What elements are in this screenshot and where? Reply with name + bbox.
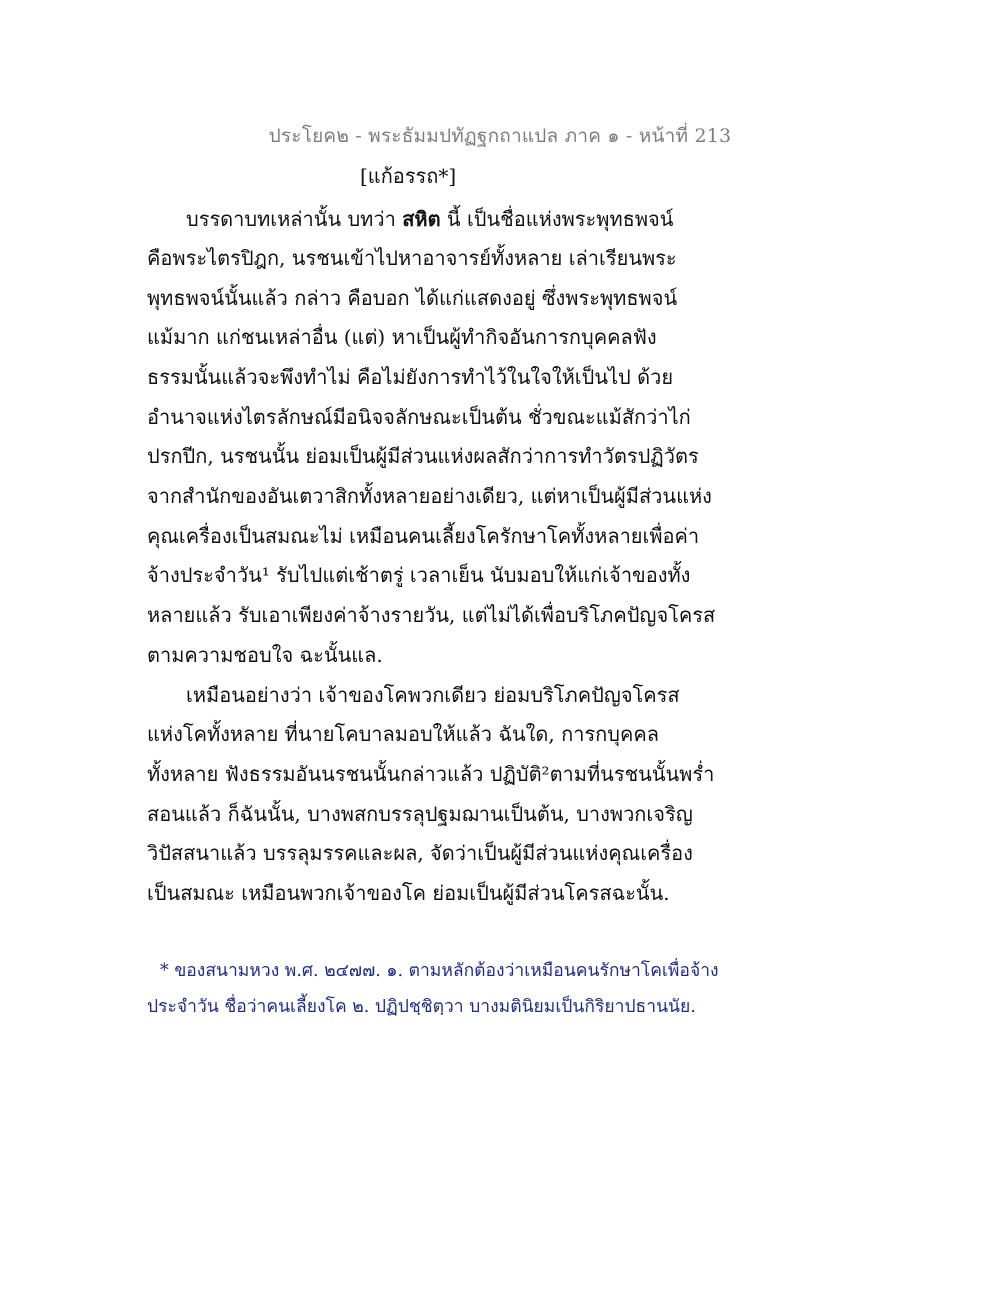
paragraph-1-line-12: ตามความชอบใจ ฉะนั้นแล. — [147, 643, 383, 667]
paragraph-1-line-9: คุณเครื่องเป็นสมณะไม่ เหมือนคนเลี้ยงโครักษาโคทั้งหลายเพื่อค่า — [147, 524, 700, 548]
paragraph-1-line-6: อำนาจแห่งไตรลักษณ์มีอนิจจลักษณะเป็นต้น ชั่วขณะแม้สักว่าไก่ — [147, 405, 691, 429]
paragraph-1-line-3: พุทธพจน์นั้นแล้ว กล่าว คือบอก ได้แก่แสดงอยู่ ซึ่งพระพุทธพจน์ — [147, 286, 678, 310]
paragraph-1-line-1-pre: บรรดาบทเหล่านั้น บทว่า — [186, 207, 403, 231]
page-header — [0, 121, 1000, 151]
paragraph-1-line-8: จากสำนักของอันเตวาสิกทั้งหลายอย่างเดียว, แต่หาเป็นผู้มีส่วนแห่ง — [147, 484, 712, 508]
paragraph-1-line-10: จ้างประจำวัน¹ รับไปแต่เช้าตรู่ เวลาเย็น นับมอบให้แก่เจ้าของทั้ง — [147, 563, 691, 587]
paragraph-2-line-6: เป็นสมณะ เหมือนพวกเจ้าของโค ย่อมเป็นผู้มีส่วนโครสฉะนั้น. — [147, 881, 670, 905]
paragraph-2-line-4: สอนแล้ว ก็ฉันนั้น, บางพสกบรรลุปฐมฌานเป็นต้น, บางพวกเจริญ — [147, 802, 693, 826]
paragraph-1-line-7: ปรกปีก, นรชนนั้น ย่อมเป็นผู้มีส่วนแห่งผลสักว่าการทำวัตรปฏิวัตร — [147, 444, 699, 468]
paragraph-1-line-4: แม้มาก แก่ชนเหล่าอื่น (แต่) หาเป็นผู้ทำกิจอันการกบุคคลฟัง — [147, 325, 657, 349]
footnote-line-2: ประจำวัน ชื่อว่าคนเลี้ยงโค ๒. ปฏิปชฺชิตฺวา บางมตินิยมเป็นกิริยาปธานนัย. — [147, 997, 696, 1017]
paragraph-1-line-1-post: นี้ เป็นชื่อแห่งพระพุทธพจน์ — [440, 207, 674, 231]
paragraph-1-line-5: ธรรมนั้นแล้วจะพึงทำไม่ คือไม่ยังการทำไว้ในใจให้เป็นไป ด้วย — [147, 365, 674, 389]
paragraph-1-line-11: หลายแล้ว รับเอาเพียงค่าจ้างรายวัน, แต่ไม่ได้เพื่อบริโภคปัญจโครส — [147, 603, 716, 627]
paragraph-2-line-5: วิปัสสนาแล้ว บรรลุมรรคและผล, จัดว่าเป็นผู้มีส่วนแห่งคุณเครื่อง — [147, 841, 693, 865]
footnote-line-1: * ของสนามหวง พ.ศ. ๒๔๗๗. ๑. ตามหลักต้องว่าเหมือนคนรักษาโคเพื่อจ้าง — [160, 961, 719, 981]
paragraph-1-line-2: คือพระไตรปิฎก, นรชนเข้าไปหาอาจารย์ทั้งหลาย เล่าเรียนพระ — [147, 246, 677, 270]
paragraph-2-line-3: ทั้งหลาย ฟังธรรมอันนรชนนั้นกล่าวแล้ว ปฏิบัติ²ตามที่นรชนนั้นพร่ำ — [147, 762, 715, 786]
paragraph-2-line-2: แห่งโคทั้งหลาย ที่นายโคบาลมอบให้แล้ว ฉันใด, การกบุคคล — [147, 722, 660, 746]
section-title: [แก้อรรถ*] — [360, 164, 457, 188]
paragraph-1-line-1-bold-term: สหิต — [402, 207, 441, 231]
page-header-text: ประโยค๒ - พระธัมมปทัฏฐกถาแปล ภาค ๑ - หน้าที่ 213 — [268, 125, 732, 147]
paragraph-1-line-1 — [186, 203, 673, 235]
paragraph-2-line-1: เหมือนอย่างว่า เจ้าของโคพวกเดียว ย่อมบริโภคปัญจโครส — [186, 683, 680, 707]
